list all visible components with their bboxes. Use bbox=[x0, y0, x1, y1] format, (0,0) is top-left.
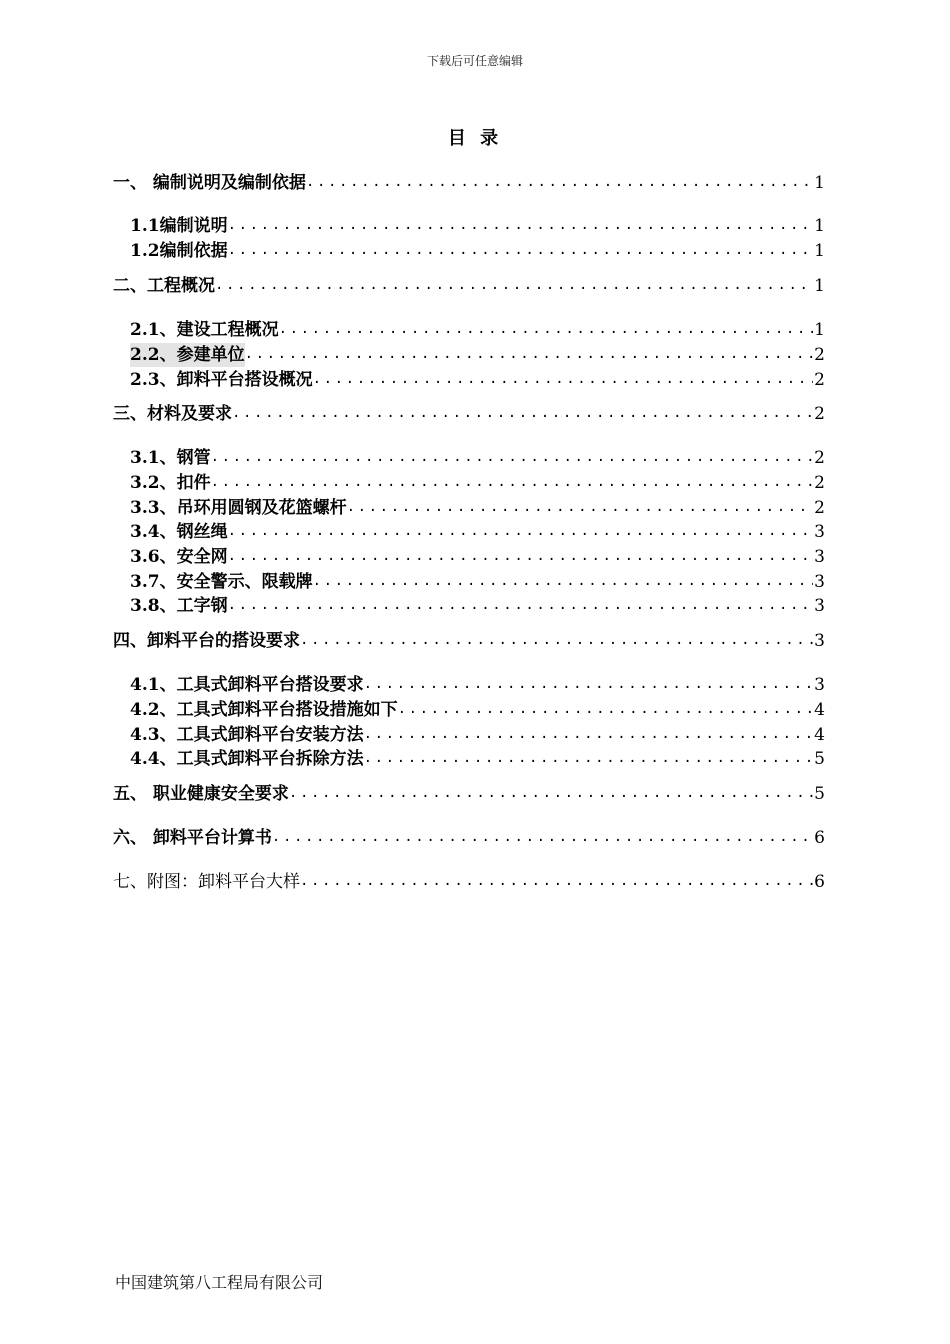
toc-entry-label: 3.1、钢管 bbox=[130, 448, 211, 468]
toc-entry-label: 二、工程概况 bbox=[113, 276, 215, 296]
dot-leader bbox=[364, 672, 813, 697]
toc-entry-label: 2.3、卸料平台搭设概况 bbox=[130, 370, 313, 390]
dot-leader bbox=[279, 317, 813, 342]
toc-entry-page: 5 bbox=[814, 749, 825, 769]
footer-company-name: 中国建筑第八工程局有限公司 bbox=[115, 1273, 324, 1292]
dot-leader bbox=[313, 569, 813, 594]
toc-entry-page: 1 bbox=[814, 216, 825, 236]
toc-entry-label: 4.2、工具式卸料平台搭设措施如下 bbox=[130, 700, 398, 720]
toc-entry-label: 五、 职业健康安全要求 bbox=[113, 784, 289, 804]
page-header-note: 下载后可任意编辑 bbox=[426, 54, 523, 68]
dot-leader bbox=[272, 825, 813, 850]
toc-entry-page: 2 bbox=[814, 370, 825, 390]
dot-leader bbox=[211, 445, 813, 470]
toc-entry-page: 2 bbox=[814, 498, 825, 518]
toc-entry-page: 1 bbox=[814, 241, 825, 261]
toc-entry-3-4[interactable] bbox=[113, 520, 825, 544]
toc-entry-label: 六、 卸料平台计算书 bbox=[113, 828, 272, 848]
toc-entry-label: 三、材料及要求 bbox=[113, 404, 232, 424]
toc-entry-page: 2 bbox=[814, 448, 825, 468]
toc-entry-section-6[interactable] bbox=[113, 826, 825, 850]
toc-entry-page: 3 bbox=[814, 675, 825, 695]
dot-leader bbox=[289, 781, 813, 806]
dot-leader bbox=[398, 697, 813, 722]
dot-leader bbox=[364, 722, 813, 747]
toc-entry-label: 2.2、参建单位 bbox=[130, 345, 245, 365]
toc-entry-page: 2 bbox=[814, 345, 825, 365]
toc-entry-page: 4 bbox=[814, 700, 825, 720]
toc-entry-page: 2 bbox=[814, 473, 825, 493]
dot-leader bbox=[347, 495, 813, 520]
toc-entry-label: 3.8、工字钢 bbox=[130, 596, 228, 616]
toc-entry-3-1[interactable] bbox=[113, 446, 825, 470]
toc-entry-page: 5 bbox=[814, 784, 825, 804]
toc-entry-label: 4.1、工具式卸料平台搭设要求 bbox=[130, 675, 364, 695]
toc-entry-label: 一、 编制说明及编制依据 bbox=[113, 173, 306, 193]
toc-entry-page: 4 bbox=[814, 725, 825, 745]
toc-entry-label: 3.3、吊环用圆钢及花篮螺杆 bbox=[130, 498, 347, 518]
toc-entry-3-8[interactable] bbox=[113, 594, 825, 618]
dot-leader bbox=[232, 401, 813, 426]
dot-leader bbox=[300, 628, 813, 653]
toc-entry-3-2[interactable] bbox=[113, 471, 825, 495]
dot-leader bbox=[245, 342, 813, 367]
toc-entry-1-2[interactable] bbox=[113, 239, 825, 263]
dot-leader bbox=[228, 238, 813, 263]
toc-entry-page: 6 bbox=[814, 872, 825, 892]
toc-entry-page: 2 bbox=[814, 404, 825, 424]
dot-leader bbox=[228, 544, 813, 569]
toc-entry-page: 3 bbox=[814, 522, 825, 542]
toc-entry-label: 4.4、工具式卸料平台拆除方法 bbox=[130, 749, 364, 769]
toc-entry-page: 3 bbox=[814, 631, 825, 651]
toc-entry-label: 2.1、建设工程概况 bbox=[130, 320, 279, 340]
toc-entry-page: 6 bbox=[814, 828, 825, 848]
toc-entry-page: 3 bbox=[814, 547, 825, 567]
toc-entry-section-3[interactable] bbox=[113, 402, 825, 426]
toc-entry-label: 1.1编制说明 bbox=[130, 216, 228, 236]
toc-entry-label: 3.2、扣件 bbox=[130, 473, 211, 493]
toc-entry-section-1[interactable] bbox=[113, 171, 825, 195]
toc-entry-label: 四、卸料平台的搭设要求 bbox=[113, 631, 300, 651]
toc-entry-label: 4.3、工具式卸料平台安装方法 bbox=[130, 725, 364, 745]
toc-entry-page: 1 bbox=[814, 320, 825, 340]
toc-entry-3-6[interactable] bbox=[113, 545, 825, 569]
toc-entry-3-7[interactable] bbox=[113, 570, 825, 594]
dot-leader bbox=[228, 593, 813, 618]
toc-entry-4-1[interactable] bbox=[113, 673, 825, 697]
toc-entry-1-1[interactable] bbox=[113, 214, 825, 238]
toc-entry-4-2[interactable] bbox=[113, 698, 825, 722]
toc-entry-page: 3 bbox=[814, 596, 825, 616]
dot-leader bbox=[211, 470, 813, 495]
dot-leader bbox=[313, 367, 813, 392]
toc-entry-label: 七、附图：卸料平台大样 bbox=[113, 872, 300, 892]
toc-entry-section-5[interactable] bbox=[113, 782, 825, 806]
toc-entry-section-4[interactable] bbox=[113, 629, 825, 653]
toc-entry-3-3[interactable] bbox=[113, 496, 825, 520]
toc-entry-label: 3.4、钢丝绳 bbox=[130, 522, 228, 542]
toc-entry-page: 1 bbox=[814, 276, 825, 296]
toc-title: 目 录 bbox=[447, 128, 503, 149]
toc-entry-2-2[interactable] bbox=[113, 343, 825, 367]
toc-entry-section-7[interactable] bbox=[113, 870, 825, 894]
toc-entry-4-3[interactable] bbox=[113, 723, 825, 747]
toc-entry-section-2[interactable] bbox=[113, 274, 825, 298]
toc-entry-page: 1 bbox=[814, 173, 825, 193]
dot-leader bbox=[364, 746, 813, 771]
toc-entry-2-3[interactable] bbox=[113, 368, 825, 392]
toc-entry-page: 3 bbox=[814, 572, 825, 592]
dot-leader bbox=[228, 213, 813, 238]
dot-leader bbox=[228, 519, 813, 544]
toc-entry-label: 3.6、安全网 bbox=[130, 547, 228, 567]
toc-entry-2-1[interactable] bbox=[113, 318, 825, 342]
dot-leader bbox=[306, 170, 813, 195]
dot-leader bbox=[300, 869, 813, 894]
toc-entry-label: 1.2编制依据 bbox=[130, 241, 228, 261]
dot-leader bbox=[215, 273, 813, 298]
toc-entry-label: 3.7、安全警示、限载牌 bbox=[130, 572, 313, 592]
toc-entry-4-4[interactable] bbox=[113, 747, 825, 771]
